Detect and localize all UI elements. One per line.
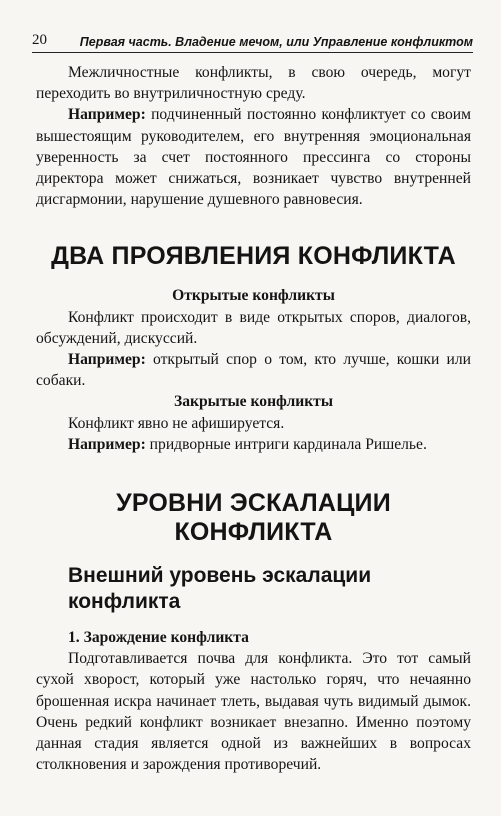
stage-heading: 1. Зарождение конфликта [68,629,249,647]
example-label: Например: [68,435,146,453]
page-content [36,62,471,775]
open-conflicts-text: Конфликт происходит в виде открытых споров, диалогов, обсуждений, дискуссий. [36,308,471,347]
closed-conflicts-text: Конфликт явно не афишируется. [68,414,285,432]
intro-paragraph: Межличностные конфликты, в свою очередь, могут переходить во внутриличностную среду. [36,64,471,103]
page-number: 20 [32,32,47,48]
running-header [32,32,473,53]
section-heading-escalation-levels: УРОВНИ ЭСКАЛАЦИИ КОНФЛИКТА [116,489,391,547]
open-conflicts-example [36,349,471,391]
subheading-closed-conflicts: Закрытые конфликты [173,393,334,411]
section-heading-two-manifestations: ДВА ПРОЯВЛЕНИЯ КОНФЛИКТА [51,242,456,271]
running-title: Первая часть. Владение мечом, или Управление конфликтом [79,35,473,49]
subheading-open-conflicts: Открытые конфликты [172,287,335,305]
closed-conflicts-example [36,434,471,455]
example-text: открытый спор о том, кто лучше, кошки или собаки. [36,351,471,390]
example-text: подчиненный постоянно конфликтует со своим вышестоящим руководителем, его внутренняя эмоциональная уверенность за счет постоянного прессинга со стороны директора может снижаться, возникает чувство внутренней дисгармонии, нарушение душевного равновесия. [36,106,471,209]
intro-example-paragraph [36,104,471,210]
example-text: придворные интриги кардинала Ришелье. [145,435,427,453]
subsection-heading-external-level: Внешний уровень эскалации конфликта [68,564,372,614]
example-label: Например: [68,351,146,369]
stage-text: Подготавливается почва для конфликта. Это тот самый сухой хворост, который уже настолько горяч, что нечаянно брошенная искра начинает тлеть, выдавая чуть видимый дымок. Очень редкий конфликт возникает внезапно. Именно поэтому данная стадия является одной из важнейших в вопросах столкновения и зарождения противоречий. [36,650,471,774]
example-label: Например: [68,106,146,124]
